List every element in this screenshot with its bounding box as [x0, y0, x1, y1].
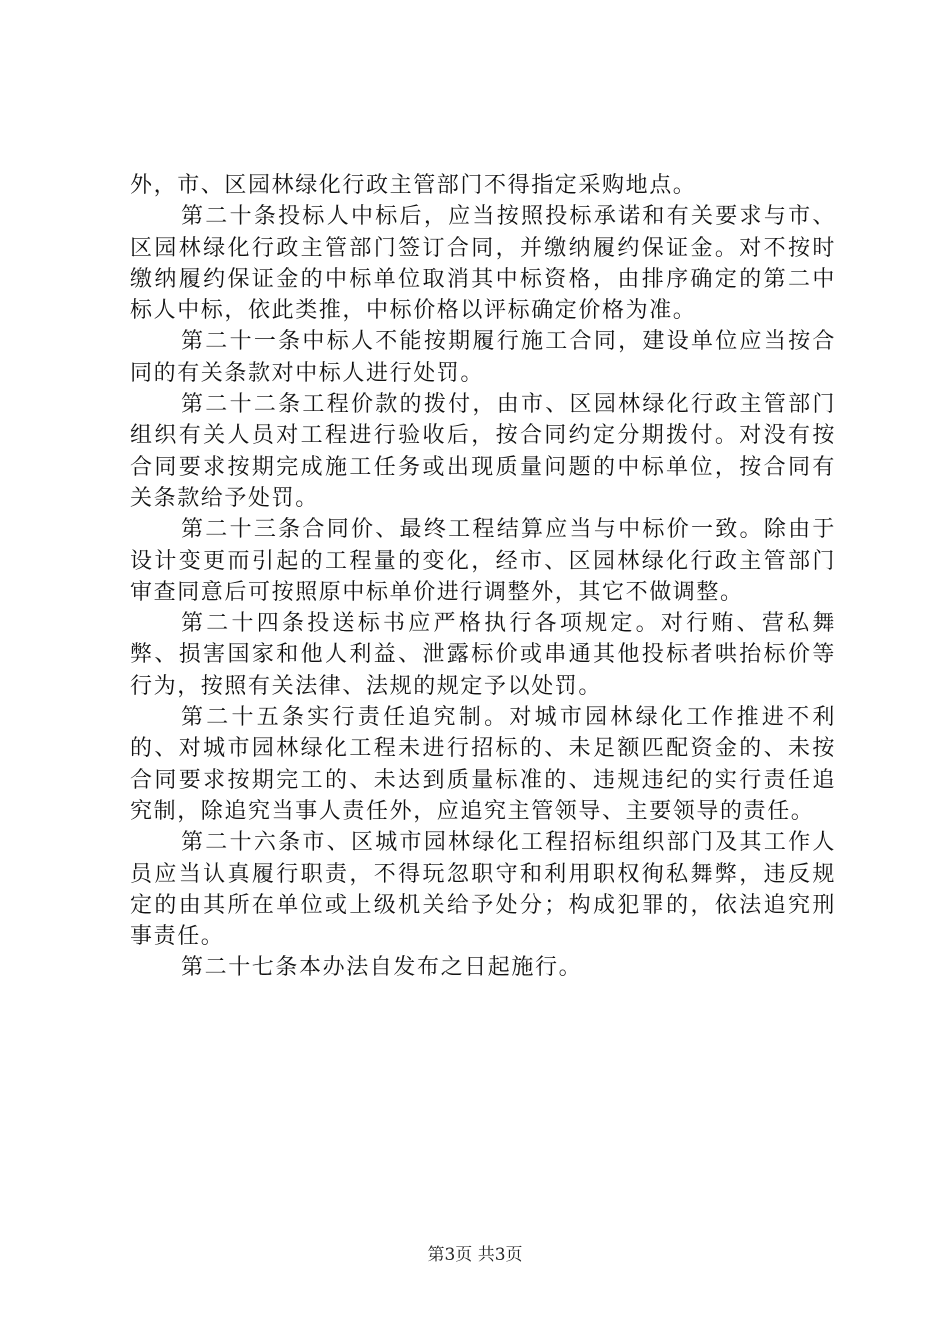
paragraph-article-26: 第二十六条市、区城市园林绿化工程招标组织部门及其工作人员应当认真履行职责，不得玩忽职守和利用职权徇私舞弊，违反规定的由其所在单位或上级机关给予处分；构成犯罪的，依法追究刑事责任。: [130, 830, 836, 950]
paragraph-article-25: 第二十五条实行责任追究制。对城市园林绿化工作推进不利的、对城市园林绿化工程未进行招标的、未足额匹配资金的、未按合同要求按期完工的、未达到质量标准的、违规违纪的实行责任追究制，除追究当事人责任外，应追究主管领导、主要领导的责任。: [130, 705, 836, 824]
paragraph-article-24: 第二十四条投送标书应严格执行各项规定。对行贿、营私舞弊、损害国家和他人利益、泄露标价或串通其他投标者哄抬标价等行为，按照有关法律、法规的规定予以处罚。: [130, 611, 836, 699]
page-number-label: 第3页 共3页: [427, 1245, 523, 1265]
paragraph-article-23: 第二十三条合同价、最终工程结算应当与中标价一致。除由于设计变更而引起的工程量的变化，经市、区园林绿化行政主管部门审查同意后可按照原中标单价进行调整外，其它不做调整。: [130, 517, 836, 605]
paragraph-article-22: 第二十二条工程价款的拨付，由市、区园林绿化行政主管部门组织有关人员对工程进行验收后，按合同约定分期拨付。对没有按合同要求按期完成施工任务或出现质量问题的中标单位，按合同有关条款给予处罚。: [130, 392, 836, 511]
document-body: [130, 170, 836, 984]
paragraph-article-21: 第二十一条中标人不能按期履行施工合同，建设单位应当按合同的有关条款对中标人进行处罚。: [130, 329, 836, 386]
paragraph-continuation: 外，市、区园林绿化行政主管部门不得指定采购地点。: [130, 173, 697, 198]
paragraph-article-20: 第二十条投标人中标后，应当按照投标承诺和有关要求与市、区园林绿化行政主管部门签订合同，并缴纳履约保证金。对不按时缴纳履约保证金的中标单位取消其中标资格，由排序确定的第二中标人中标，依此类推，中标价格以评标确定价格为准。: [130, 204, 836, 324]
paragraph-article-27: 第二十七条本办法自发布之日起施行。: [181, 955, 583, 981]
page-footer: [0, 1240, 950, 1265]
